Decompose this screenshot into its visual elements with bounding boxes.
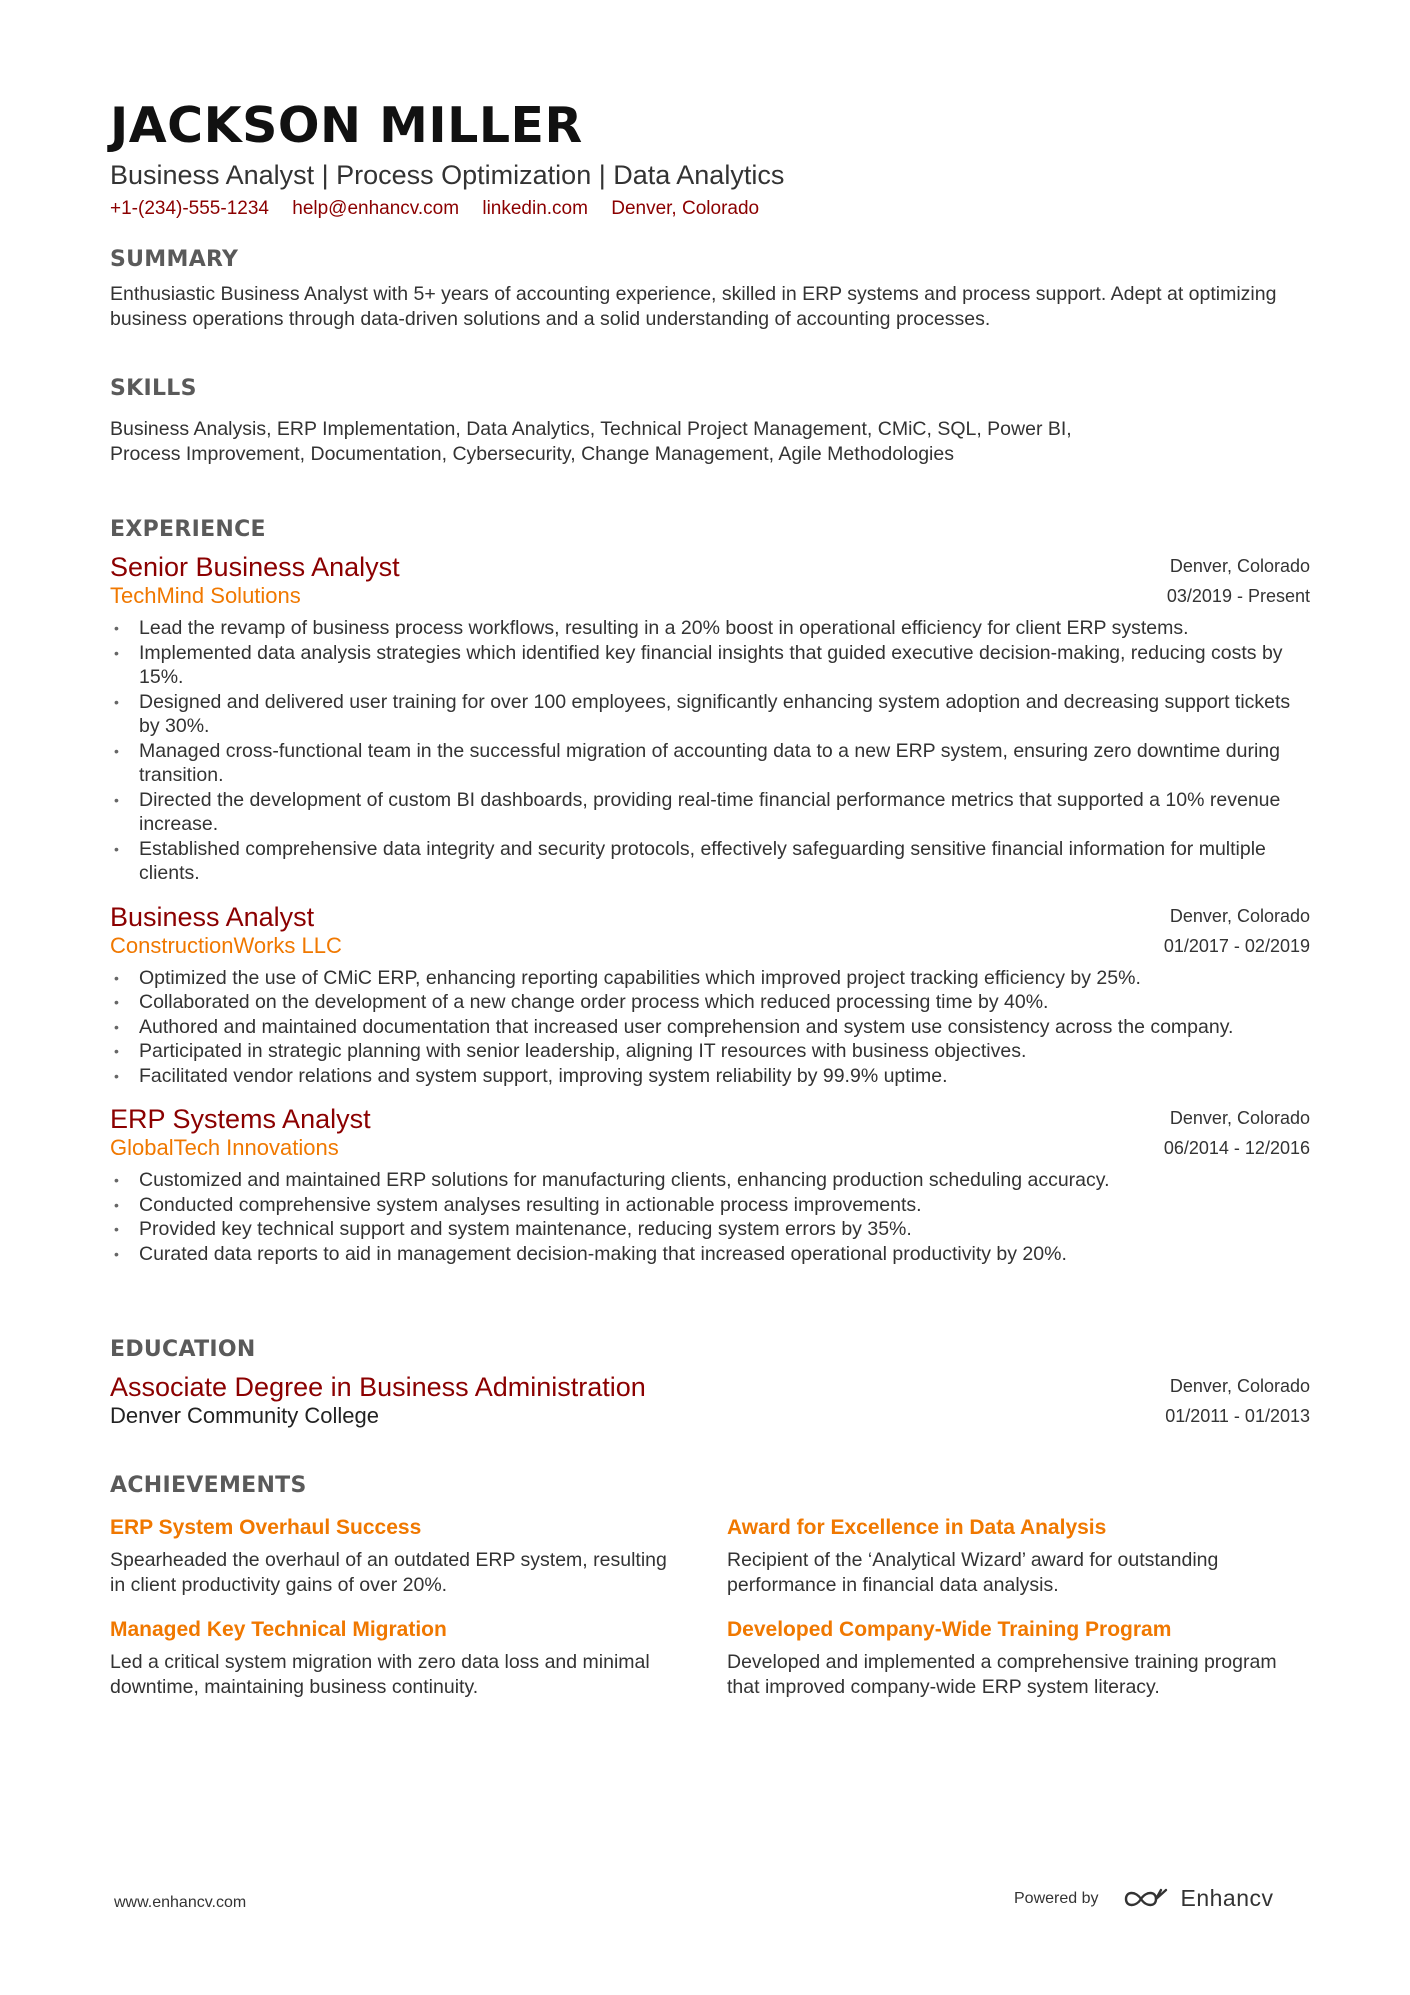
summary-text: Enthusiastic Business Analyst with 5+ years of accounting experience, skilled in ERP systems and process support. Adept at optimizing business operations through data-driven solutions and a solid understanding of accounting processes. [110,283,1277,330]
list-item: • Established comprehensive data integrity and security protocols, effectively safeguarding sensitive financial information for multiple clients. [114,837,1266,884]
job-location: Denver, Colorado [1169,556,1310,576]
list-item: • Participated in strategic planning with senior leadership, aligning IT resources with business objectives. [114,1040,1027,1062]
achievement-title: ERP System Overhaul Success [110,1516,422,1539]
list-item: • Designed and delivered user training for over 100 employees, significantly enhancing system adoption and decreasing support tickets by 30%. [114,690,1291,737]
education-section [110,1336,1310,1430]
achievement-desc: Led a critical system migration with zero data loss and minimal downtime, maintaining business continuity. [110,1651,650,1698]
experience-title: EXPERIENCE [110,517,266,542]
job-entry [110,1104,1310,1266]
bullet-dot-icon: • [114,1067,119,1084]
list-item: • Customized and maintained ERP solutions for manufacturing clients, enhancing production scheduling accuracy. [114,1169,1110,1191]
job-dates: 06/2014 - 12/2016 [1163,1138,1310,1158]
job-company: TechMind Solutions [110,583,301,608]
contact-email[interactable]: help@enhancv.com [292,198,460,219]
bullet-dot-icon: • [114,994,119,1010]
contact-linkedin[interactable]: linkedin.com [482,198,588,219]
job-company: GlobalTech Innovations [110,1135,339,1160]
job-title: ERP Systems Analyst [110,1104,371,1134]
list-item: • Directed the development of custom BI dashboards, providing real-time financial performance metrics that supported a 10% revenue increase. [114,788,1281,835]
job-bullets [110,1168,1310,1266]
job-bullets [110,966,1310,1089]
summary-section [110,246,1310,331]
education-entry [110,1372,1310,1430]
bullet-dot-icon: • [114,969,119,986]
skills-list [110,417,1310,466]
achievement-item [110,1616,670,1699]
bullet-dot-icon: • [114,1018,119,1035]
bullet-dot-icon: • [114,840,119,857]
brand-name: Enhancv [1180,1885,1274,1911]
list-item: • Authored and maintained documentation that increased user comprehension and system use consistency across the company. [114,1015,1234,1038]
enhancv-logo-icon [1123,1886,1169,1912]
bullet-dot-icon: • [114,620,119,636]
achievement-title: Developed Company-Wide Training Program [727,1618,1172,1641]
job-company: ConstructionWorks LLC [110,932,342,958]
achievement-title: Managed Key Technical Migration [110,1618,447,1641]
education-school: Denver Community College [110,1403,379,1428]
skills-line: Business Analysis, ERP Implementation, Data Analytics, Technical Project Management, CMiC, SQL, Power BI, [110,418,1072,440]
list-item: • Provided key technical support and system maintenance, reducing system errors by 35%. [114,1218,912,1240]
job-header [110,552,1310,610]
job-location: Denver, Colorado [1169,1108,1310,1128]
skills-section [110,375,1310,466]
list-item: • Conducted comprehensive system analyses resulting in actionable process improvements. [114,1193,922,1216]
job-entry [110,902,1310,1089]
job-title: Senior Business Analyst [110,552,400,582]
job-header [110,902,1310,960]
bullet-dot-icon: • [114,693,119,710]
job-header [110,1104,1310,1162]
list-item: • Collaborated on the development of a new change order process which reduced processing time by 40%. [114,991,1049,1013]
summary-title: SUMMARY [110,247,239,272]
education-title: EDUCATION [110,1337,256,1362]
achievement-desc: Spearheaded the overhaul of an outdated ERP system, resulting in client productivity gains of over 20%. [110,1549,667,1596]
job-entry [110,552,1310,886]
list-item: • Curated data reports to aid in management decision-making that increased operational productivity by 20%. [114,1242,1067,1265]
resume-content [110,94,1310,1698]
bullet-dot-icon: • [114,644,119,661]
bullet-dot-icon: • [114,1245,119,1262]
list-item: • Implemented data analysis strategies which identified key financial insights that guided executive decision-making, reducing costs by 15%. [114,641,1283,688]
education-dates: 01/2011 - 01/2013 [1165,1406,1310,1426]
bullet-dot-icon: • [114,791,119,808]
skills-title: SKILLS [110,376,197,401]
achievement-item [110,1514,670,1597]
bullet-dot-icon: • [114,1221,119,1237]
candidate-name: JACKSON MILLER [110,97,583,154]
achievement-desc: Developed and implemented a comprehensive training program that improved company-wide ERP system literacy. [727,1651,1277,1698]
powered-by-label: Powered by [1014,1889,1099,1907]
achievement-item [727,1616,1287,1699]
bullet-dot-icon: • [114,1043,119,1059]
achievements-title: ACHIEVEMENTS [110,1473,307,1498]
job-dates: 03/2019 - Present [1166,586,1310,606]
candidate-tagline: Business Analyst | Process Optimization | Data Analytics [110,160,785,190]
contact-location: Denver, Colorado [611,198,760,219]
achievement-title: Award for Excellence in Data Analysis [727,1516,1107,1539]
bullet-dot-icon: • [114,1172,119,1188]
footer-branding [1014,1885,1274,1912]
job-dates: 01/2017 - 02/2019 [1163,935,1310,956]
contact-phone[interactable]: +1-(234)-555-1234 [110,198,269,219]
footer-website[interactable]: www.enhancv.com [114,1894,247,1911]
education-location: Denver, Colorado [1169,1376,1310,1396]
job-location: Denver, Colorado [1169,905,1310,926]
achievements-section [110,1472,1310,1698]
list-item: • Optimized the use of CMiC ERP, enhancing reporting capabilities which improved project tracking efficiency by 25%. [114,966,1141,989]
education-degree: Associate Degree in Business Administration [110,1372,646,1402]
contact-line [110,196,1310,222]
achievement-desc: Recipient of the ‘Analytical Wizard’ award for outstanding performance in financial data analysis. [727,1549,1219,1596]
education-header [110,1372,1310,1430]
achievement-item [727,1514,1287,1597]
bullet-dot-icon: • [114,742,119,759]
experience-section [110,516,1310,1266]
skills-line: Process Improvement, Documentation, Cybersecurity, Change Management, Agile Methodologies [110,442,954,465]
list-item: • Managed cross-functional team in the successful migration of accounting data to a new ERP system, ensuring zero downtime during transition. [114,739,1280,786]
job-title: Business Analyst [110,901,315,932]
list-item: • Facilitated vendor relations and system support, improving system reliability by 99.9% uptime. [114,1064,948,1087]
bullet-dot-icon: • [114,1196,119,1213]
list-item: • Lead the revamp of business process workflows, resulting in a 20% boost in operational efficiency for client ERP systems. [114,617,1189,639]
job-bullets [110,616,1310,886]
